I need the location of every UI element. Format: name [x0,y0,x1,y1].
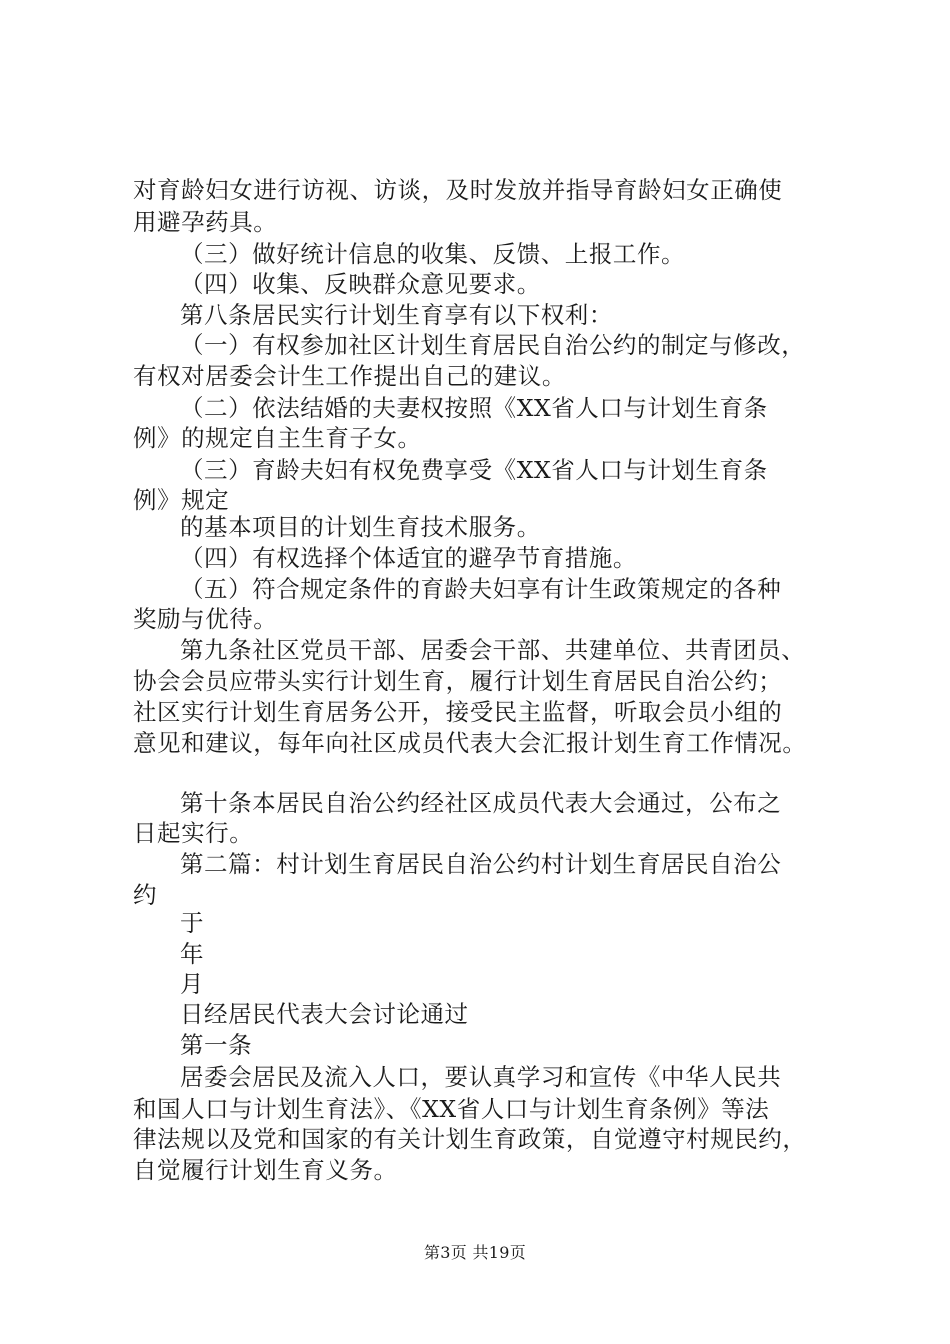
text-line: （二）依法结婚的夫妻权按照《XX省人口与计划生育条 [180,394,768,422]
text-line: 日经居民代表大会讨论通过 [180,1000,469,1028]
text-line: 第九条社区党员干部、居委会干部、共建单位、共青团员、 [180,636,806,664]
text-line: 第一条 [180,1031,253,1059]
page-footer [0,1243,950,1263]
text-line: 第十条本居民自治公约经社区成员代表大会通过，公布之 [180,789,782,817]
text-line: （四）收集、反映群众意见要求。 [180,270,541,298]
text-line: 社区实行计划生育居务公开，接受民主监督，听取会员小组的 [133,698,783,726]
text-line: （三）育龄夫妇有权免费享受《XX省人口与计划生育条 [180,456,768,484]
text-line: 对育龄妇女进行访视、访谈，及时发放并指导育龄妇女正确使 [133,176,783,204]
text-line: 第八条居民实行计划生育享有以下权利： [180,301,613,329]
text-line: 年 [180,940,205,968]
page-number: 第3页 共19页 [423,1243,527,1262]
text-line: （三）做好统计信息的收集、反馈、上报工作。 [180,240,686,268]
text-line: 自觉履行计划生育义务。 [133,1156,398,1184]
text-line: 例》的规定自主生育子女。 [133,424,422,452]
text-line: 的基本项目的计划生育技术服务。 [180,513,541,541]
text-line: 例》规定 [133,486,230,514]
text-line: 日起实行。 [133,819,254,847]
text-line: （四）有权选择个体适宜的避孕节育措施。 [180,544,637,572]
text-line: 有权对居委会计生工作提出自己的建议。 [133,362,566,390]
text-line: （一）有权参加社区计划生育居民自治公约的制定与修改， [180,331,806,359]
text-line: （五）符合规定条件的育龄夫妇享有计生政策规定的各种 [180,575,782,603]
text-line: 和国人口与计划生育法》、《XX省人口与计划生育条例》等法 [133,1095,770,1123]
text-line: 意见和建议，每年向社区成员代表大会汇报计划生育工作情况。 [133,729,807,757]
text-line: 用避孕药具。 [133,208,278,236]
text-line: 第二篇：村计划生育居民自治公约村计划生育居民自治公 [180,850,782,878]
text-line: 奖励与优待。 [133,605,278,633]
text-line: 居委会居民及流入人口，要认真学习和宣传《中华人民共 [180,1063,782,1091]
text-line: 律法规以及党和国家的有关计划生育政策，自觉遵守村规民约， [133,1125,807,1153]
text-line: 协会会员应带头实行计划生育，履行计划生育居民自治公约； [133,667,783,695]
text-line: 月 [180,970,205,998]
text-line: 约 [133,881,158,909]
text-line: 于 [180,909,205,937]
